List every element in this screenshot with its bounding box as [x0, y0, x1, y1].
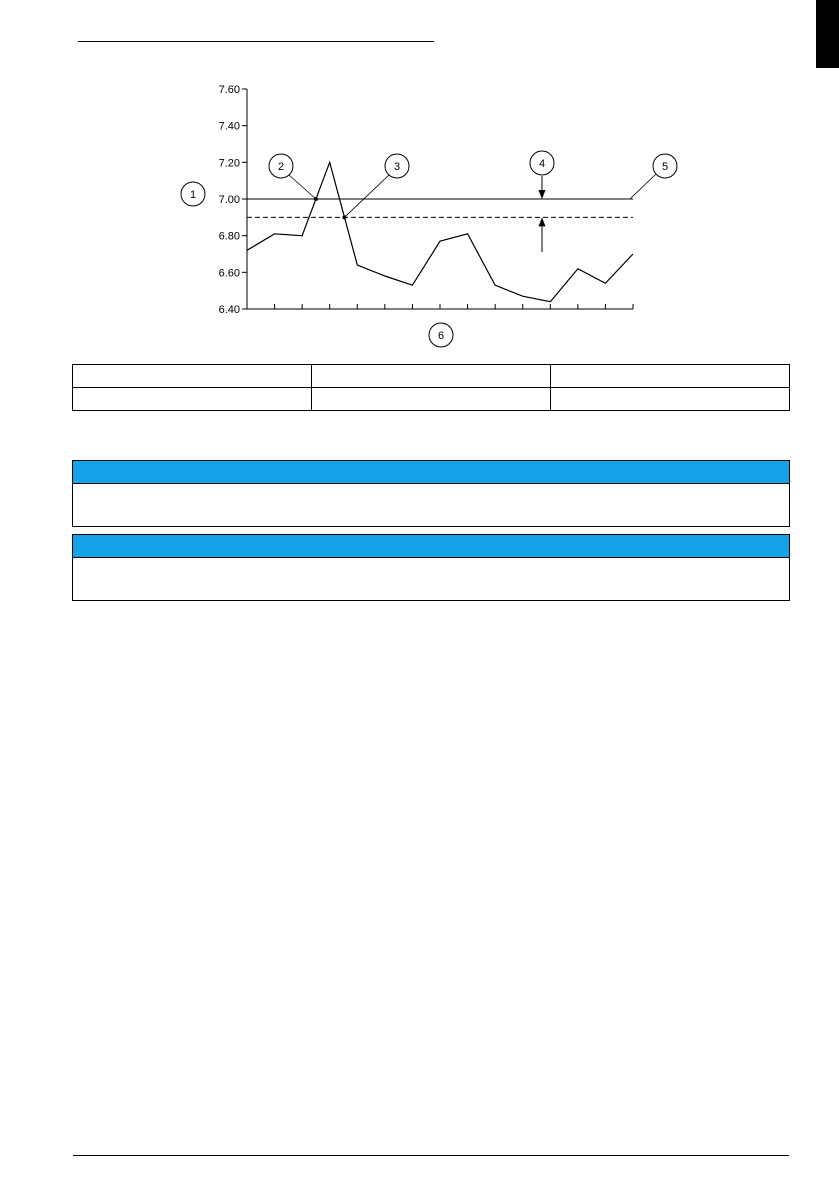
leader-line	[344, 175, 389, 217]
table-cell	[551, 388, 790, 411]
table-row	[73, 388, 790, 411]
table-row	[73, 365, 790, 388]
y-tick-label: 6.60	[218, 267, 240, 280]
arrow-head-up	[539, 217, 546, 226]
callout-number: 3	[393, 161, 401, 173]
arrow-head-down	[539, 190, 546, 199]
notice-header-bar	[73, 461, 789, 484]
table-cell	[73, 388, 312, 411]
notice-box	[72, 460, 790, 527]
table-cell	[312, 388, 551, 411]
leader-line	[630, 174, 656, 199]
leader-line	[289, 175, 316, 199]
notice-body	[73, 558, 789, 600]
footer-rule	[73, 1155, 789, 1156]
y-tick-label: 6.40	[218, 304, 240, 316]
table-cell	[551, 365, 790, 388]
callout-number: 1	[189, 189, 197, 201]
notice-body	[73, 484, 789, 526]
callout-number: 5	[661, 161, 669, 173]
callout-number: 6	[437, 330, 445, 342]
y-tick-label: 7.20	[218, 157, 240, 170]
line-chart	[0, 0, 839, 360]
notice-box	[72, 534, 790, 601]
notice-header-bar	[73, 535, 789, 558]
table-cell	[73, 365, 312, 388]
callout-number: 2	[277, 161, 285, 173]
y-tick-label: 6.80	[218, 230, 240, 243]
series-line	[247, 162, 633, 301]
data-table	[72, 364, 790, 411]
chart-svg	[0, 0, 839, 360]
y-tick-label: 7.40	[218, 120, 240, 133]
table-cell	[312, 365, 551, 388]
y-tick-label: 7.60	[218, 84, 240, 96]
callout-number: 4	[538, 158, 546, 170]
y-tick-label: 7.00	[218, 194, 240, 206]
